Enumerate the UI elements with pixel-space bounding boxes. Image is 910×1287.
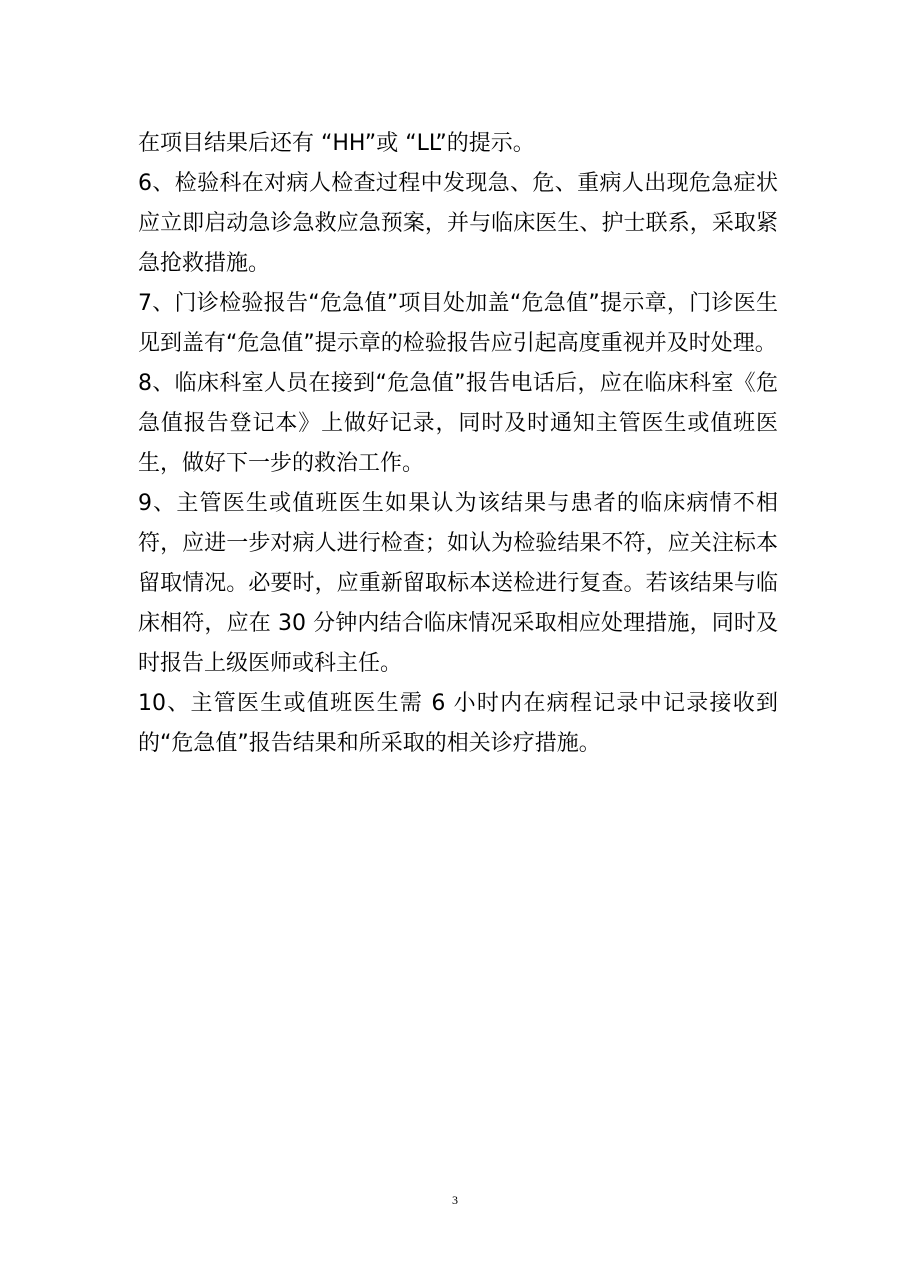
page-number: 3	[452, 1193, 458, 1207]
paragraph-item-9: 9、主管医生或值班医生如果认为该结果与患者的临床病情不相符，应进一步对病人进行检查；如认为检验结果不符，应关注标本留取情况。必要时，应重新留取标本送检进行复查。若该结果与临床相符，应在 30 分钟内结合临床情况采取相应处理措施，同时及时报告上级医师或科主任。	[138, 491, 778, 676]
document-body	[138, 124, 778, 764]
paragraph-item-10: 10、主管医生或值班医生需 6 小时内在病程记录中记录接收到的“危急值”报告结果和所采取的相关诊疗措施。	[138, 691, 778, 756]
paragraph-item-8: 8、临床科室人员在接到“危急值”报告电话后，应在临床科室《危急值报告登记本》上做好记录，同时及时通知主管医生或值班医生，做好下一步的救治工作。	[138, 371, 778, 476]
paragraph-item-7: 7、门诊检验报告“危急值”项目处加盖“危急值”提示章，门诊医生见到盖有“危急值”提示章的检验报告应引起高度重视并及时处理。	[138, 291, 778, 356]
paragraph-item-6: 6、检验科在对病人检查过程中发现急、危、重病人出现危急症状应立即启动急诊急救应急预案，并与临床医生、护士联系，采取紧急抢救措施。	[138, 171, 778, 276]
paragraph-continuation: 在项目结果后还有 “HH”或 “LL”的提示。	[138, 131, 535, 156]
